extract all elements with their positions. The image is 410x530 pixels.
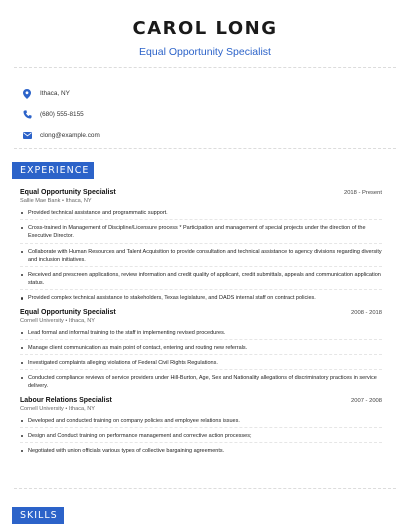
job-employer: Cornell University • Ithaca, NY <box>20 317 96 324</box>
resume-header <box>0 0 410 58</box>
email-text: clong@example.com <box>40 132 100 139</box>
contact-list <box>22 83 100 146</box>
location-pin-icon <box>22 89 32 99</box>
job-employer: Cornell University • Ithaca, NY <box>20 405 96 412</box>
experience-section-heading: EXPERIENCE <box>12 162 94 179</box>
job-bullet: Provided technical assistance and programmatic support. <box>20 209 382 220</box>
email-icon <box>22 131 32 141</box>
contact-location <box>22 83 100 104</box>
job-bullet: Design and Conduct training on performance management and corrective action processes; <box>20 432 382 443</box>
job-title: Labour Relations Specialist <box>20 396 112 404</box>
skills-section-heading: SKILLS <box>12 507 64 524</box>
job-bullet: Manage client communication as main point of contact, entering and routing new referrals. <box>20 344 382 355</box>
job-dates: 2008 - 2018 <box>351 309 382 316</box>
contact-email <box>22 125 100 146</box>
job-bullet: Conducted compliance reviews of service providers under Hill-Burton, Age, Sex and Nationality allegations of discriminatory practices in service delivery. <box>20 374 382 392</box>
experience-list <box>20 189 382 461</box>
job-bullet: Provided complex technical assistance to stakeholders, Texas legislature, and DADS internal staff on contract policies. <box>20 294 382 304</box>
divider <box>14 67 396 68</box>
job-title: Equal Opportunity Specialist <box>20 189 116 196</box>
job-dates: 2007 - 2008 <box>351 397 382 404</box>
job-entry <box>20 397 382 458</box>
candidate-title: Equal Opportunity Specialist <box>139 46 271 58</box>
job-bullet: Lead formal and informal training to the staff in implementing revised procedures. <box>20 329 382 340</box>
phone-icon <box>22 110 32 120</box>
job-bullet: Received and prescreen applications, review information and credit quality of applicant, credit submittals, appeals and communication application status. <box>20 271 382 290</box>
contact-phone <box>22 104 100 125</box>
job-bullet: Cross-trained in Management of Discipline/Licensure process * Participation and management of special projects under the direction of the Executive Director. <box>20 224 382 243</box>
job-bullet: Investigated complaints alleging violations of Federal Civil Rights Regulations. <box>20 359 382 370</box>
divider <box>14 148 396 149</box>
location-text: Ithaca, NY <box>40 90 70 97</box>
divider <box>14 488 396 489</box>
job-entry <box>20 189 382 305</box>
job-entry <box>20 309 382 393</box>
job-employer: Sallie Mae Bank • Ithaca, NY <box>20 198 92 204</box>
job-title: Equal Opportunity Specialist <box>20 308 116 316</box>
phone-text: (680) 555-8155 <box>40 111 84 118</box>
job-bullet: Developed and conducted training on company policies and employee relations issues. <box>20 417 382 428</box>
job-dates: 2018 - Present <box>343 190 382 196</box>
candidate-name: CAROL LONG <box>132 18 278 39</box>
job-bullet: Collaborate with Human Resources and Talent Acquisition to provide consultation and technical assistance to agency divisions regarding diversity and inclusion initiatives. <box>20 248 382 267</box>
job-bullet: Negotiated with union officials various types of collective bargaining agreements. <box>20 447 382 457</box>
